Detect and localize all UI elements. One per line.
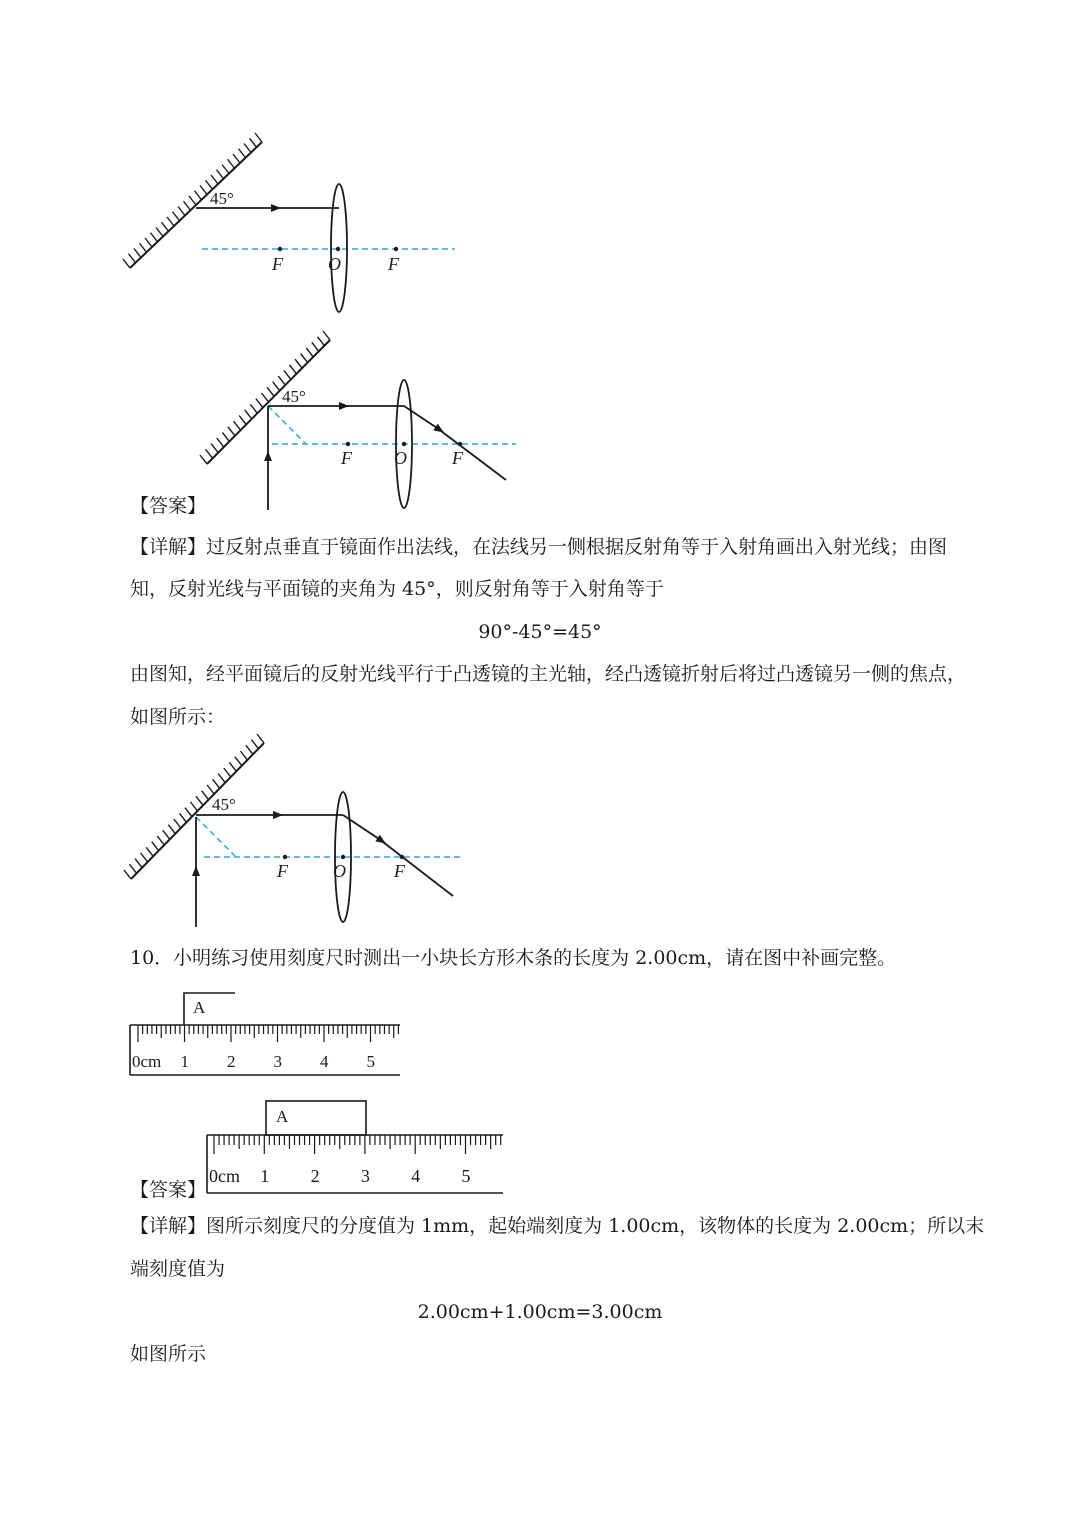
mirror-hatch-mark xyxy=(146,847,153,856)
ruler-number-label: 4 xyxy=(320,1052,329,1071)
refracted-ray xyxy=(343,815,385,843)
focus-point-right xyxy=(394,247,398,251)
ruler-number-label: 2 xyxy=(310,1166,320,1186)
mirror-hatch-mark xyxy=(229,762,236,771)
angle-label: 45° xyxy=(212,795,236,814)
mirror-hatch-mark xyxy=(246,745,253,754)
mirror-hatch-mark xyxy=(217,170,224,179)
mirror-hatch-mark xyxy=(134,249,141,258)
mirror-hatch-mark xyxy=(130,864,137,873)
mirror-hatch-mark xyxy=(140,243,147,252)
focus-point-left xyxy=(346,442,350,446)
normal-line xyxy=(196,817,236,857)
mirror-hatch-mark xyxy=(168,825,175,834)
explanation-line-3: 由图知，经平面镜后的反射光线平行于凸透镜的主光轴，经凸透镜折射后将过凸透镜另一侧的焦点， xyxy=(130,663,967,685)
optical-center-point xyxy=(341,855,345,859)
ruler-number-label: 3 xyxy=(273,1052,282,1071)
mirror-hatch-mark xyxy=(124,870,131,879)
mirror-hatch-mark xyxy=(123,259,130,268)
mirror-hatch-mark xyxy=(141,853,148,862)
mirror-hatch-mark xyxy=(312,342,319,351)
refracted-ray xyxy=(404,406,443,432)
optical-center-point xyxy=(336,247,340,251)
center-label: O xyxy=(333,861,346,881)
mirror-hatch-mark xyxy=(250,404,257,413)
mirror-hatch-mark xyxy=(173,212,180,221)
detail-line-2: 知，反射光线与平面镜的夹角为 45°，则反射角等于入射角等于 xyxy=(130,578,664,600)
mirror-hatch-mark xyxy=(145,238,152,247)
ruler-number-label: 2 xyxy=(227,1052,236,1071)
mirror-hatch-mark xyxy=(156,228,163,237)
mirror-hatch-mark xyxy=(167,217,174,226)
focus-point-right xyxy=(400,855,404,859)
ruler-number-label: 1 xyxy=(260,1166,270,1186)
optics-figure-question xyxy=(0,0,1080,330)
plane-mirror xyxy=(200,331,330,464)
mirror-hatch-mark xyxy=(178,207,185,216)
mirror-hatch-mark xyxy=(306,348,313,357)
ruler-number-label: 3 xyxy=(360,1166,370,1186)
mirror-hatch-mark xyxy=(206,180,213,189)
mirror-hatch-mark xyxy=(196,796,203,805)
mirror-hatch-mark xyxy=(250,138,257,147)
mirror-hatch-mark xyxy=(163,830,170,839)
mirror-hatch-mark xyxy=(135,859,142,868)
mirror-hatch-mark xyxy=(240,751,247,760)
mirror-hatch-mark xyxy=(224,768,231,777)
mirror-hatch-mark xyxy=(211,175,218,184)
block-label: A xyxy=(276,1107,289,1126)
ruler-number-label: 5 xyxy=(366,1052,375,1071)
mirror-hatch-mark xyxy=(323,331,330,340)
ruler-number-label: 1 xyxy=(180,1052,189,1071)
plane-mirror xyxy=(123,133,262,268)
answer-label: 【答案】 xyxy=(130,495,207,517)
mirror-hatch-mark xyxy=(200,186,207,195)
answer-label: 【答案】 xyxy=(130,1179,207,1201)
mirror-hatch-mark xyxy=(202,791,209,800)
mirror-hatch-mark xyxy=(213,779,220,788)
mirror-hatch-mark xyxy=(295,359,302,368)
detail-line-2: 端刻度值为 xyxy=(130,1258,226,1280)
mirror-hatch-mark xyxy=(257,734,264,743)
focus-label-right: F xyxy=(452,448,463,468)
mirror-hatch-mark xyxy=(245,410,252,419)
explanation-line-3: 如图所示 xyxy=(130,1343,207,1365)
mirror-hatch-mark xyxy=(301,354,308,363)
mirror-hatch-mark xyxy=(207,785,214,794)
mirror-hatch-mark xyxy=(157,836,164,845)
detail-label: 【详解】 xyxy=(130,536,207,558)
optical-center-point xyxy=(402,442,406,446)
mirror-hatch-mark xyxy=(262,393,269,402)
ruler-zero-label: 0cm xyxy=(132,1052,162,1071)
mirror-hatch-mark xyxy=(284,370,291,379)
mirror-hatch-mark xyxy=(179,813,186,822)
mirror-hatch-mark xyxy=(228,427,235,436)
mirror-hatch-mark xyxy=(317,337,324,346)
formula-angle: 90°-45°=45° xyxy=(478,621,602,643)
optics-figure-answer xyxy=(0,330,1080,520)
focus-label-right: F xyxy=(394,861,405,881)
explanation-line-4: 如图所示： xyxy=(130,706,226,728)
mirror-hatch-mark xyxy=(184,201,191,210)
mirror-hatch-mark xyxy=(217,438,224,447)
mirror-hatch-mark xyxy=(195,191,202,200)
mirror-hatch-mark xyxy=(235,757,242,766)
mirror-hatch-mark xyxy=(222,165,229,174)
mirror-hatch-mark xyxy=(129,254,136,263)
ruler-number-label: 4 xyxy=(411,1166,421,1186)
mirror-hatch-mark xyxy=(152,842,159,851)
angle-label: 45° xyxy=(210,189,234,208)
plane-mirror xyxy=(124,734,264,879)
focus-label-left: F xyxy=(341,448,352,468)
optics-figure-explanation xyxy=(0,735,1080,935)
focus-label-left: F xyxy=(277,861,288,881)
mirror-hatch-mark xyxy=(256,399,263,408)
mirror-hatch-mark xyxy=(218,774,225,783)
mirror-hatch-mark xyxy=(289,365,296,374)
mirror-hatch-mark xyxy=(255,133,262,142)
mirror-hatch-mark xyxy=(151,233,158,242)
mirror-hatch-mark xyxy=(267,387,274,396)
mirror-hatch-mark xyxy=(162,222,169,231)
detail-text: 图所示刻度尺的分度值为 1mm，起始端刻度为 1.00cm，该物体的长度为 2.00cm；所以末 xyxy=(206,1215,985,1237)
normal-line xyxy=(268,406,306,444)
mirror-hatch-mark xyxy=(233,154,240,163)
refracted-ray-tail xyxy=(441,431,506,480)
mirror-hatch-mark xyxy=(174,819,181,828)
mirror-hatch-mark xyxy=(200,455,207,464)
mirror-hatch-mark xyxy=(222,432,229,441)
focus-point-left xyxy=(283,855,287,859)
mirror-hatch-mark xyxy=(239,149,246,158)
block-label: A xyxy=(193,998,206,1017)
mirror-hatch-mark xyxy=(211,444,218,453)
mirror-hatch-mark xyxy=(239,416,246,425)
mirror-hatch-mark xyxy=(206,449,213,458)
ruler-number-label: 5 xyxy=(461,1166,471,1186)
center-label: O xyxy=(328,254,341,274)
mirror-hatch-mark xyxy=(251,740,258,749)
detail-line-1 xyxy=(130,1214,984,1238)
mirror-hatch-mark xyxy=(228,159,235,168)
mirror-hatch-mark xyxy=(189,196,196,205)
detail-label: 【详解】 xyxy=(130,1215,207,1237)
ruler-zero-label: 0cm xyxy=(209,1166,240,1186)
wood-block-a xyxy=(184,993,235,1025)
focus-point-left xyxy=(278,247,282,251)
mirror-hatch-mark xyxy=(185,808,192,817)
angle-label: 45° xyxy=(282,387,306,406)
mirror-hatch-mark xyxy=(191,802,198,811)
focus-label-right: F xyxy=(388,254,399,274)
mirror-hatch-mark xyxy=(278,376,285,385)
focus-point-right xyxy=(458,442,462,446)
mirror-hatch-mark xyxy=(273,382,280,391)
detail-line-1 xyxy=(130,535,947,559)
mirror-hatch-mark xyxy=(244,144,251,153)
ruler-figure-question xyxy=(0,985,1080,1080)
mirror-hatch-mark xyxy=(234,421,241,430)
formula-length: 2.00cm+1.00cm=3.00cm xyxy=(417,1301,663,1323)
detail-text: 过反射点垂直于镜面作出法线，在法线另一侧根据反射角等于入射角画出入射光线；由图 xyxy=(206,536,948,558)
center-label: O xyxy=(394,448,407,468)
focus-label-left: F xyxy=(272,254,283,274)
question-10-text: 10．小明练习使用刻度尺时测出一小块长方形木条的长度为 2.00cm，请在图中补画完整。 xyxy=(130,947,897,969)
